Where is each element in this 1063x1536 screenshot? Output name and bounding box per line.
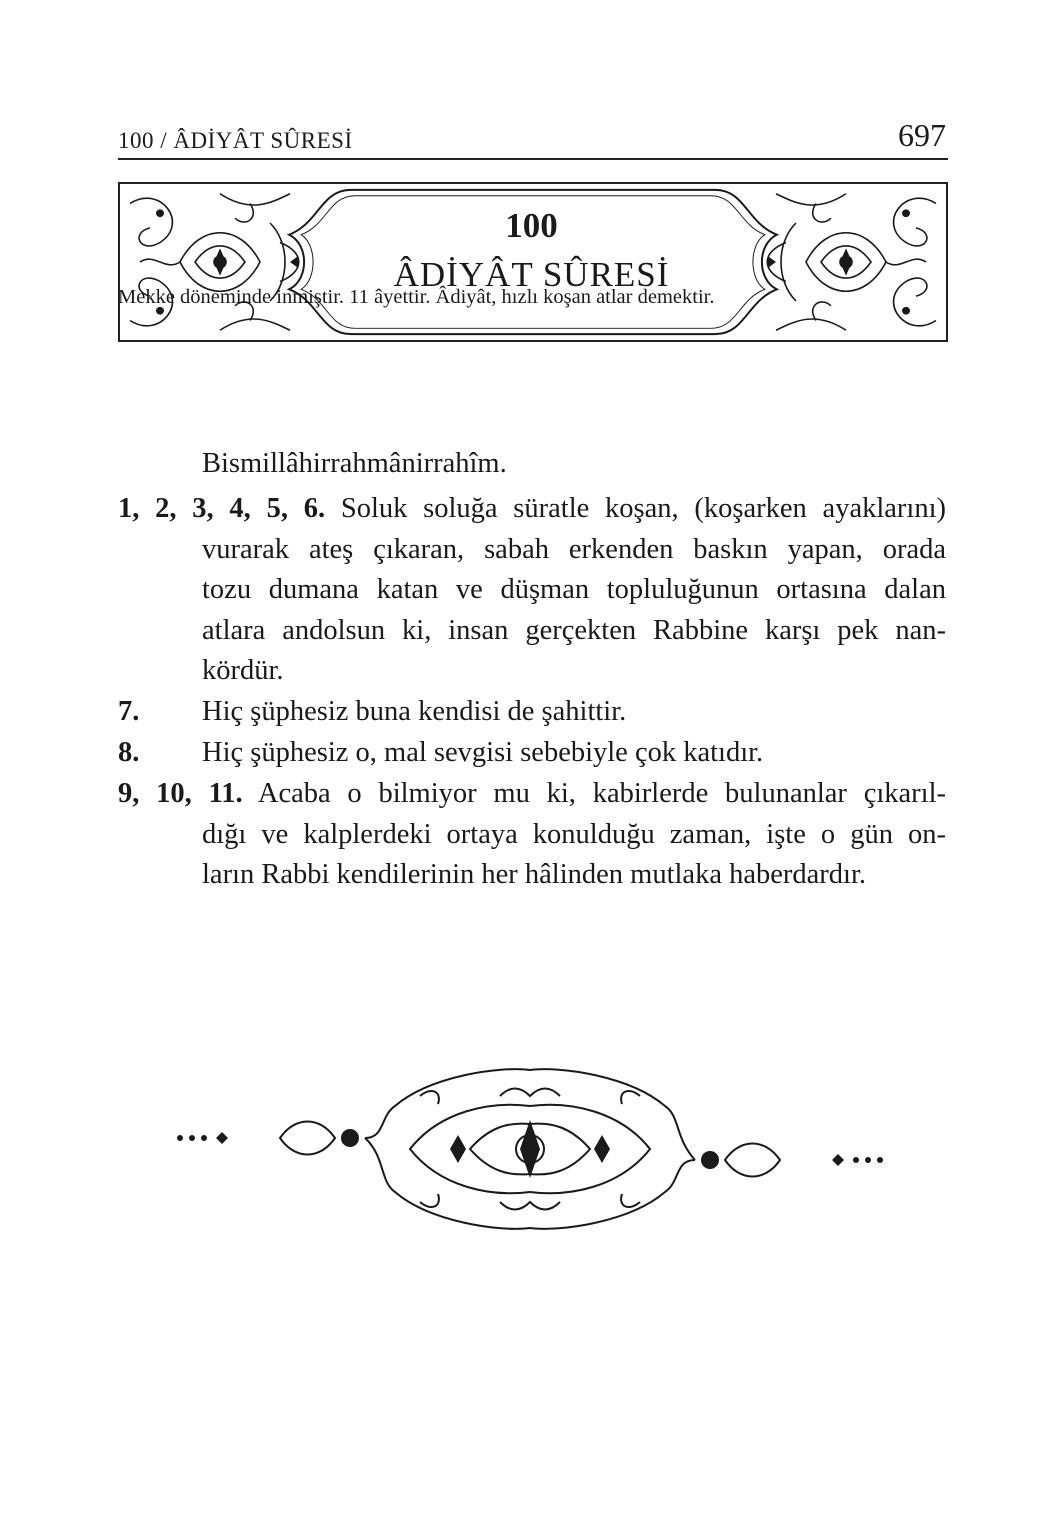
chapter-title: ÂDİYÂT SÛRESİ (393, 255, 670, 294)
verse-block (118, 489, 946, 692)
verse-first-line (118, 774, 946, 815)
running-title: 100 / ÂDİYÂT SÛRESİ (118, 128, 353, 153)
basmala: Bismillâhirrahmânirrahîm. (202, 448, 507, 479)
verse-text: Soluk soluğa süratle koşan, (koşarken ayaklarını) (340, 493, 946, 524)
verse-number: 9, 10, 11. (118, 778, 243, 809)
verse-block (118, 692, 946, 733)
verse-number: 8. (118, 737, 140, 768)
verse-line: kördür. (202, 655, 284, 686)
verse-block (118, 774, 946, 896)
verse-line: vurarak ateş çıkaran, sabah erkenden baskın yapan, orada (202, 533, 946, 565)
verse-first-line (118, 733, 946, 774)
verse-line: tozu dumana katan ve düşman topluluğunun ortasına dalan (202, 574, 946, 605)
verse-text: Hiç şüphesiz o, mal sevgisi sebebiyle çok katıdır. (202, 737, 764, 768)
page-number: 697 (898, 117, 946, 153)
verse-number: 7. (118, 696, 140, 727)
verse-first-line (118, 489, 946, 530)
verse-text: Acaba o bilmiyor mu ki, kabirlerde bulunanlar çıkarıl- (257, 778, 946, 809)
chapter-number: 100 (505, 206, 558, 245)
verse-text: Hiç şüphesiz buna kendisi de şahittir. (202, 696, 627, 727)
verse-line: atlara andolsun ki, insan gerçekten Rabbine karşı pek nan- (202, 614, 946, 646)
verse-number: 1, 2, 3, 4, 5, 6. (118, 493, 326, 524)
verse-block (118, 733, 946, 774)
intro-note: Mekke döneminde inmiştir. 11 âyettir. Âdiyât, hızlı koşan atlar demektir. (118, 286, 715, 308)
running-head (118, 118, 948, 160)
verse-line: ların Rabbi kendilerinin her hâlinden mutlaka haberdardır. (202, 859, 866, 890)
arabesque-tailpiece-icon (170, 1056, 890, 1256)
verse-first-line (118, 692, 946, 733)
verse-line: dığı ve kalplerdeki ortaya konulduğu zaman, işte o gün on- (202, 818, 946, 850)
